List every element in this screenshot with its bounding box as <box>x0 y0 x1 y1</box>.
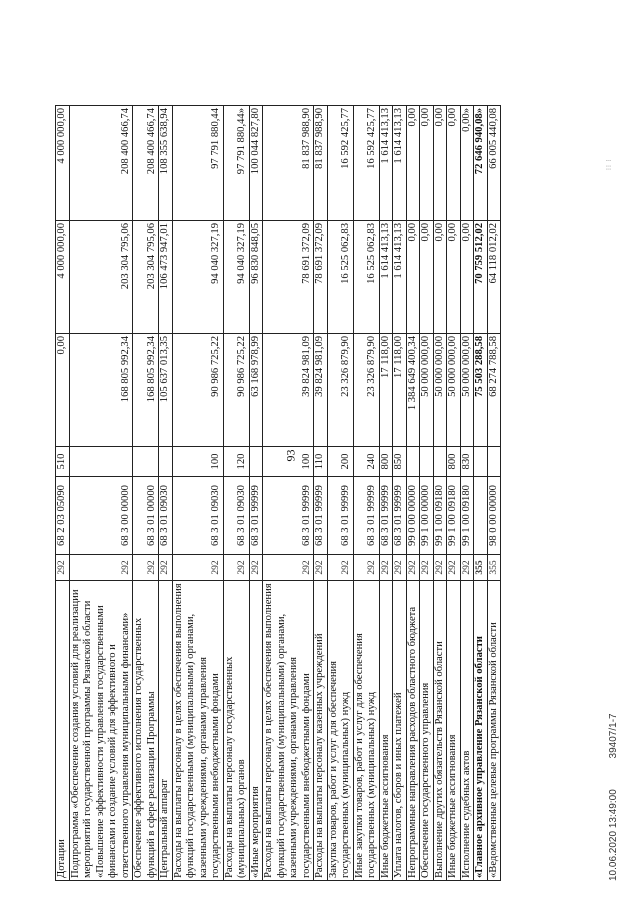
cell-amount-year-3: 1 614 413,13 <box>393 106 407 221</box>
cell-admin-code: 292 <box>393 555 407 581</box>
cell-amount-year-2: 70 759 512,02 <box>474 221 488 334</box>
table-row <box>249 106 263 881</box>
cell-target-article: 68 3 01 09030 <box>159 477 173 555</box>
footer <box>608 685 619 881</box>
cell-expense-type <box>249 447 263 477</box>
cell-amount-year-2: 16 525 062,83 <box>353 221 379 334</box>
table-row <box>447 106 461 881</box>
table-row <box>379 106 393 881</box>
cell-amount-year-1: 90 986 725,22 <box>223 334 249 447</box>
cell-name: Уплата налогов, сборов и иных платежей <box>393 581 407 881</box>
cell-amount-year-2: 78 691 372,09 <box>263 221 314 334</box>
cell-amount-year-3: 0,00 <box>433 106 447 221</box>
cell-amount-year-1: 1 384 649 400,34 <box>406 334 420 447</box>
cell-target-article <box>474 477 488 555</box>
cell-amount-year-1: 168 805 992,34 <box>69 334 133 447</box>
cell-amount-year-2: 0,00 <box>406 221 420 334</box>
cell-amount-year-3: 4 000 000,00 <box>56 106 70 221</box>
cell-amount-year-2: 94 040 327,19 <box>223 221 249 334</box>
cell-target-article: 98 0 00 00000 <box>487 477 501 555</box>
cell-target-article: 68 3 01 99999 <box>393 477 407 555</box>
cell-admin-code: 292 <box>249 555 263 581</box>
cell-name: «Иные мероприятия <box>249 581 263 881</box>
cell-target-article: 99 1 00 00000 <box>420 477 434 555</box>
cell-expense-type <box>406 447 420 477</box>
cell-amount-year-2: 0,00 <box>420 221 434 334</box>
table-row <box>133 106 159 881</box>
cell-name: Расходы на выплаты персоналу государственных (муниципальных) органов <box>223 581 249 881</box>
cell-target-article: 68 3 01 09030 <box>223 477 249 555</box>
cell-name: Непрограммные направления расходов областного бюджета <box>406 581 420 881</box>
cell-name: Дотации <box>56 581 70 881</box>
cell-target-article: 99 0 00 00000 <box>406 477 420 555</box>
cell-target-article: 68 3 01 99999 <box>379 477 393 555</box>
table-row <box>353 106 379 881</box>
cell-name: Иные закупки товаров, работ и услуг для обеспечения государственных (муниципальных) нужд <box>353 581 379 881</box>
cell-amount-year-3: 208 400 466,74 <box>69 106 133 221</box>
table-row <box>223 106 249 881</box>
cell-expense-type: 100 <box>263 447 314 477</box>
footer-doc-id: 39407/1-7 <box>608 713 619 759</box>
cell-amount-year-1: 50 000 000,00 <box>460 334 474 447</box>
table-row <box>56 106 70 881</box>
cell-target-article: 99 1 00 09180 <box>433 477 447 555</box>
cell-amount-year-1: 39 824 981,09 <box>314 334 328 447</box>
cell-target-article: 68 3 01 99999 <box>263 477 314 555</box>
cell-name: Центральный аппарат <box>159 581 173 881</box>
cell-admin-code: 292 <box>420 555 434 581</box>
cell-amount-year-1: 68 274 788,58 <box>487 334 501 447</box>
cell-admin-code: 292 <box>172 555 223 581</box>
table-row <box>327 106 353 881</box>
cell-amount-year-1: 17 118,00 <box>393 334 407 447</box>
cell-amount-year-3: 97 791 880,44 <box>172 106 223 221</box>
cell-admin-code: 292 <box>56 555 70 581</box>
table-row <box>159 106 173 881</box>
cell-amount-year-3: 0,00 <box>420 106 434 221</box>
cell-amount-year-1: 168 805 992,34 <box>133 334 159 447</box>
table-row <box>420 106 434 881</box>
cell-amount-year-3: 81 837 988,90 <box>314 106 328 221</box>
cell-expense-type: 510 <box>56 447 70 477</box>
cell-name: Выполнение других обязательств Рязанской области <box>433 581 447 881</box>
cell-amount-year-2: 1 614 413,13 <box>379 221 393 334</box>
cell-name: Расходы на выплаты персоналу в целях обеспечения выполнения функций государственными (муниципальными) органами, казенными учреждениями, органами управления государственными внебюджетными фондами <box>263 581 314 881</box>
cell-expense-type: 200 <box>327 447 353 477</box>
cell-expense-type <box>487 447 501 477</box>
cell-name: Расходы на выплаты персоналу в целях обеспечения выполнения функций государственными (муниципальными) органами, казенными учреждениями, органами управления государственными внебюджетными фондами <box>172 581 223 881</box>
cell-expense-type: 120 <box>223 447 249 477</box>
cell-target-article: 68 3 01 00000 <box>133 477 159 555</box>
cell-amount-year-1: 17 118,00 <box>379 334 393 447</box>
cell-target-article: 68 3 01 99999 <box>314 477 328 555</box>
cell-admin-code: 355 <box>487 555 501 581</box>
table-row <box>69 106 133 881</box>
cell-amount-year-2: 203 304 795,06 <box>133 221 159 334</box>
cell-amount-year-3: 97 791 880,44» <box>223 106 249 221</box>
cell-amount-year-3: 100 044 827,80 <box>249 106 263 221</box>
cell-amount-year-1: 0,00 <box>56 334 70 447</box>
cell-target-article: 68 3 01 99999 <box>327 477 353 555</box>
cell-expense-type <box>474 447 488 477</box>
cell-admin-code: 355 <box>474 555 488 581</box>
cell-name: Иные бюджетные ассигнования <box>379 581 393 881</box>
cell-amount-year-1: 23 326 879,90 <box>353 334 379 447</box>
cell-expense-type: 240 <box>353 447 379 477</box>
budget-table-wrapper <box>55 106 501 881</box>
cell-name: Подпрограмма «Обеспечение создания условий для реализации мероприятий государственной программы Рязанской области «Повышение эффективности управления государственными финансами и создание условий для эффективного и ответственного управления муниципальными финансами» <box>69 581 133 881</box>
cell-admin-code: 292 <box>263 555 314 581</box>
table-row <box>474 106 488 881</box>
cell-amount-year-2: 0,00 <box>433 221 447 334</box>
cell-amount-year-1: 23 326 879,90 <box>327 334 353 447</box>
cell-name: Исполнение судебных актов <box>460 581 474 881</box>
budget-table-body <box>56 106 501 881</box>
cell-expense-type <box>133 447 159 477</box>
cell-target-article: 68 3 01 99999 <box>353 477 379 555</box>
cell-admin-code: 292 <box>460 555 474 581</box>
cell-expense-type: 830 <box>460 447 474 477</box>
cell-amount-year-2: 0,00 <box>447 221 461 334</box>
cell-admin-code: 292 <box>223 555 249 581</box>
cell-amount-year-1: 50 000 000,00 <box>447 334 461 447</box>
cell-amount-year-2: 94 040 327,19 <box>172 221 223 334</box>
cell-amount-year-3: 208 400 466,74 <box>133 106 159 221</box>
cell-amount-year-1: 75 503 288,58 <box>474 334 488 447</box>
cell-target-article: 99 1 00 09180 <box>460 477 474 555</box>
cell-amount-year-1: 39 824 981,09 <box>263 334 314 447</box>
cell-amount-year-3: 108 355 638,94 <box>159 106 173 221</box>
cell-amount-year-3: 0,00 <box>447 106 461 221</box>
cell-target-article: 99 1 00 09180 <box>447 477 461 555</box>
cell-expense-type: 800 <box>379 447 393 477</box>
cell-amount-year-3: 81 837 988,90 <box>263 106 314 221</box>
table-row <box>314 106 328 881</box>
faint-stamp: ⁞⁞ ⁞ <box>605 158 613 170</box>
cell-amount-year-2: 106 473 947,01 <box>159 221 173 334</box>
cell-name: Обеспечение эффективного исполнения государственных функций в сфере реализации Программы <box>133 581 159 881</box>
cell-name: Иные бюджетные ассигнования <box>447 581 461 881</box>
cell-name: Закупка товаров, работ и услуг для обеспечения государственных (муниципальных) нужд <box>327 581 353 881</box>
cell-amount-year-3: 66 005 440,08 <box>487 106 501 221</box>
page-number: 93 <box>283 449 298 462</box>
cell-admin-code: 292 <box>314 555 328 581</box>
cell-amount-year-2: 16 525 062,83 <box>327 221 353 334</box>
cell-expense-type <box>159 447 173 477</box>
cell-target-article: 68 3 01 99999 <box>249 477 263 555</box>
cell-amount-year-3: 0,00 <box>406 106 420 221</box>
cell-amount-year-2: 203 304 795,06 <box>69 221 133 334</box>
cell-name: «Главное архивное управление Рязанской области <box>474 581 488 881</box>
table-row <box>172 106 223 881</box>
cell-admin-code: 292 <box>447 555 461 581</box>
table-row <box>460 106 474 881</box>
cell-admin-code: 292 <box>159 555 173 581</box>
cell-name: Обеспечение государственного управления <box>420 581 434 881</box>
cell-amount-year-1: 50 000 000,00 <box>433 334 447 447</box>
budget-table <box>55 105 501 881</box>
table-row <box>433 106 447 881</box>
cell-amount-year-3: 16 592 425,77 <box>353 106 379 221</box>
cell-target-article: 68 3 01 09030 <box>172 477 223 555</box>
cell-admin-code: 292 <box>379 555 393 581</box>
cell-amount-year-3: 16 592 425,77 <box>327 106 353 221</box>
table-row <box>406 106 420 881</box>
cell-admin-code: 292 <box>133 555 159 581</box>
cell-expense-type: 850 <box>393 447 407 477</box>
cell-target-article: 68 2 03 05090 <box>56 477 70 555</box>
cell-expense-type: 100 <box>172 447 223 477</box>
cell-admin-code: 292 <box>433 555 447 581</box>
cell-expense-type: 110 <box>314 447 328 477</box>
cell-expense-type: 800 <box>447 447 461 477</box>
footer-timestamp: 10.06.2020 13:49:00 <box>608 789 619 881</box>
cell-target-article: 68 3 00 00000 <box>69 477 133 555</box>
cell-expense-type <box>69 447 133 477</box>
cell-amount-year-2: 96 830 848,05 <box>249 221 263 334</box>
cell-amount-year-2: 0,00 <box>460 221 474 334</box>
cell-expense-type <box>433 447 447 477</box>
cell-amount-year-1: 90 986 725,22 <box>172 334 223 447</box>
cell-amount-year-3: 0,00» <box>460 106 474 221</box>
table-row <box>393 106 407 881</box>
cell-admin-code: 292 <box>327 555 353 581</box>
cell-amount-year-2: 4 000 000,00 <box>56 221 70 334</box>
cell-amount-year-1: 50 000 000,00 <box>420 334 434 447</box>
cell-admin-code: 292 <box>353 555 379 581</box>
table-row <box>263 106 314 881</box>
cell-name: «Ведомственные целевые программы Рязанской области <box>487 581 501 881</box>
cell-admin-code: 292 <box>69 555 133 581</box>
cell-amount-year-2: 64 118 012,02 <box>487 221 501 334</box>
cell-expense-type <box>420 447 434 477</box>
cell-amount-year-3: 1 614 413,13 <box>379 106 393 221</box>
cell-amount-year-1: 63 168 978,99 <box>249 334 263 447</box>
cell-amount-year-1: 105 637 013,35 <box>159 334 173 447</box>
cell-name: Расходы на выплаты персоналу казенных учреждений <box>314 581 328 881</box>
cell-admin-code: 292 <box>406 555 420 581</box>
table-row <box>487 106 501 881</box>
cell-amount-year-2: 78 691 372,09 <box>314 221 328 334</box>
cell-amount-year-2: 1 614 413,13 <box>393 221 407 334</box>
cell-amount-year-3: 72 646 940,08» <box>474 106 488 221</box>
